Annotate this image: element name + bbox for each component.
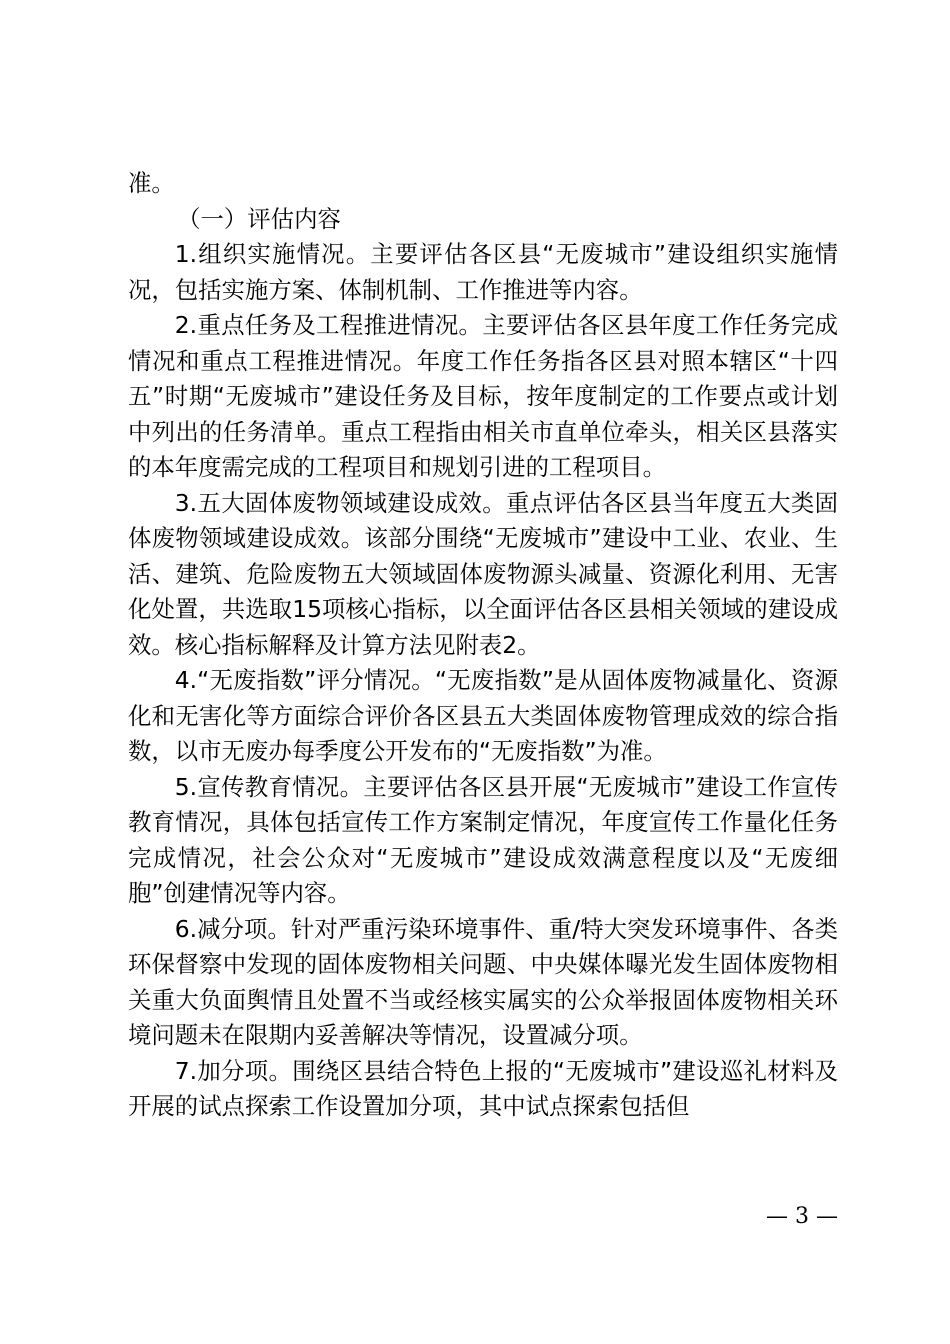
paragraph-publicity-education: 5.宣传教育情况。主要评估各区县开展“无废城市”建设工作宣传教育情况，具体包括宣传工作方案制定情况，年度宣传工作量化任务完成情况，社会公众对“无废城市”建设成效满意程度以及“无废细胞”创建情况等内容。 [128, 772, 838, 907]
section-heading: （一）评估内容 [177, 204, 341, 233]
paragraph-organization: 1.组织实施情况。主要评估各区县“无废城市”建设组织实施情况，包括实施方案、体制机制、工作推进等内容。 [128, 240, 838, 304]
paragraph-solid-waste-fields: 3.五大固体废物领域建设成效。重点评估各区县当年度五大类固体废物领域建设成效。该部分围绕“无废城市”建设中工业、农业、生活、建筑、危险废物五大领域固体废物源头减量、资源化利用、无害化处置，共选取15项核心指标，以全面评估各区县相关领域的建设成效。核心指标解释及计算方法见附表2。 [128, 488, 838, 659]
paragraph-waste-index: 4.“无废指数”评分情况。“无废指数”是从固体废物减量化、资源化和无害化等方面综合评价各区县五大类固体废物管理成效的综合指数，以市无废办每季度公开发布的“无废指数”为准。 [128, 666, 838, 765]
paragraph-key-tasks: 2.重点任务及工程推进情况。主要评估各区县年度工作任务完成情况和重点工程推进情况。年度工作任务指各区县对照本辖区“十四五”时期“无废城市”建设任务及目标，按年度制定的工作要点或计划中列出的任务清单。重点工程指由相关市直单位牵头，相关区县落实的本年度需完成的工程项目和规划引进的工程项目。 [128, 311, 838, 481]
document-body [128, 166, 838, 1125]
paragraph-bonus-points: 7.加分项。围绕区县结合特色上报的“无废城市”建设巡礼材料及开展的试点探索工作设置加分项，其中试点探索包括但 [128, 1056, 838, 1120]
page-number: — 3 — [766, 1204, 838, 1229]
continued-line: 准。 [128, 169, 175, 197]
paragraph-deductions: 6.减分项。针对严重污染环境事件、重/特大突发环境事件、各类环保督察中发现的固体废物相关问题、中央媒体曝光发生固体废物相关重大负面舆情且处置不当或经核实属实的公众举报固体废物相关环境问题未在限期内妥善解决等情况，设置减分项。 [128, 914, 838, 1049]
